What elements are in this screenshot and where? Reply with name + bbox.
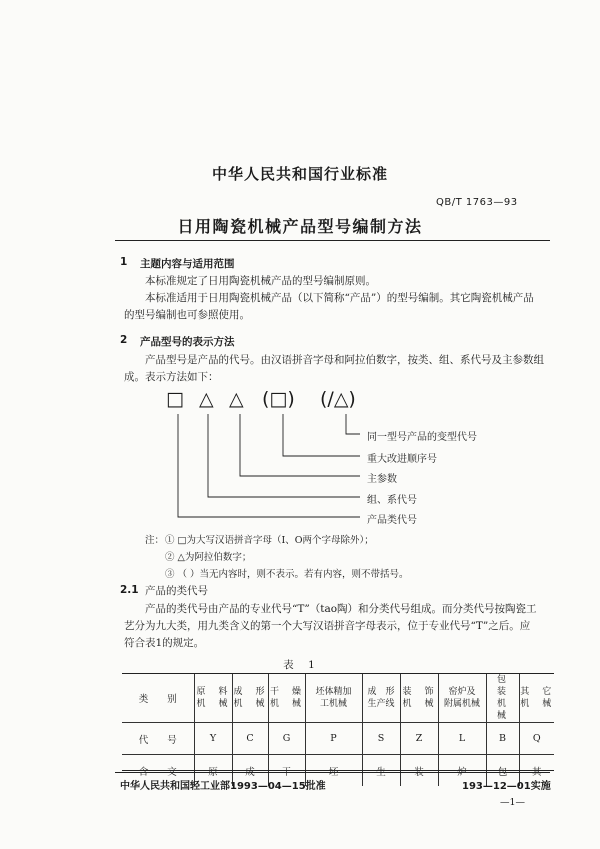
note-3: ③ （ ）当无内容时，则不表示。若有内容，则不带括号。 xyxy=(165,569,409,580)
approval-date: 中华人民共和国轻工业部1993—04—15批准 xyxy=(120,781,326,792)
label-improvement-number: 重大改进顺序号 xyxy=(367,454,437,465)
section-1-number: 1 xyxy=(120,256,128,268)
symbol-group-code: △ xyxy=(199,388,214,410)
section-2-para-1b: 成。表示方法如下： xyxy=(124,371,219,383)
code-cell: B xyxy=(486,723,519,755)
section-2-heading: 产品型号的表示方法 xyxy=(140,336,235,348)
header-cell-green-body: 坯体精加 工机械 xyxy=(305,674,362,723)
label-main-parameter: 主参数 xyxy=(367,474,397,485)
table-1-caption: 表 1 xyxy=(283,659,317,671)
label-class-code: 产品类代号 xyxy=(367,515,417,526)
issuing-body: 中华人民共和国行业标准 xyxy=(211,165,388,183)
header-cell-packaging: 包 装 机 械 xyxy=(486,674,519,723)
header-cell-forming-line: 成 形 生产线 xyxy=(362,674,400,723)
page-number: —1— xyxy=(500,797,526,808)
header-cell-other: 其 它 机 械 xyxy=(519,674,554,723)
section-2-para-1a: 产品型号是产品的代号。由汉语拼音字母和阿拉伯数字，按类、组、系代号及主参数组 xyxy=(145,354,544,366)
symbol-improvement-number: (□) xyxy=(262,388,295,410)
section-2-1-heading: 产品的类代号 xyxy=(145,585,208,597)
section-1-para-1: 本标准规定了日用陶瓷机械产品的型号编制原则。 xyxy=(145,275,376,287)
implementation-date: 193—12—01实施 xyxy=(462,781,551,792)
table-row-code xyxy=(122,723,554,755)
header-cell-raw-material: 原 料 机 械 xyxy=(194,674,232,723)
code-cell: L xyxy=(438,723,486,755)
label-variant-code: 同一型号产品的变型代号 xyxy=(367,432,477,443)
header-cell-drying: 干 燥 机 械 xyxy=(268,674,305,723)
table-row-class xyxy=(122,674,554,723)
header-cell-kiln: 窑炉及 附属机械 xyxy=(438,674,486,723)
row-label-class: 类 别 xyxy=(122,674,194,723)
symbol-class-code: □ xyxy=(166,388,184,410)
note-1: ① □为大写汉语拼音字母（I、O两个字母除外）； xyxy=(165,535,374,546)
header-cell-decoration: 装 饰 机 械 xyxy=(400,674,438,723)
row-label-code: 代 号 xyxy=(122,723,194,755)
code-cell: G xyxy=(268,723,305,755)
section-2-1-number: 2.1 xyxy=(120,584,139,596)
section-2-1-para-1b: 艺分为九大类，用九类含义的第一个大写汉语拼音字母表示，位于专业代号“T”之后。应 xyxy=(124,620,531,632)
section-2-1-para-1a: 产品的类代号由产品的专业代号“T”（tao陶）和分类代号组成。而分类代号按陶瓷工 xyxy=(145,603,537,615)
symbol-main-parameter: △ xyxy=(229,388,244,410)
code-cell: S xyxy=(362,723,400,755)
section-1-heading: 主题内容与适用范围 xyxy=(140,258,235,270)
standard-code: QB/T 1763—93 xyxy=(436,197,518,208)
section-2-1-para-1c: 符合表1的规定。 xyxy=(124,637,205,649)
symbol-variant-code: (/△) xyxy=(320,388,356,410)
label-group-code: 组、系代号 xyxy=(367,495,417,506)
footer-rule xyxy=(115,772,550,773)
note-2: ② △为阿拉伯数字； xyxy=(165,552,252,563)
code-cell: Q xyxy=(519,723,554,755)
section-2-number: 2 xyxy=(120,334,128,346)
document-title: 日用陶瓷机械产品型号编制方法 xyxy=(177,217,423,236)
code-cell: Y xyxy=(194,723,232,755)
header-cell-forming: 成 形 机 械 xyxy=(232,674,268,723)
section-1-para-2b: 的型号编制也可参照使用。 xyxy=(124,309,250,321)
section-1-para-2a: 本标准适用于日用陶瓷机械产品（以下简称“产品”）的型号编制。其它陶瓷机械产品 xyxy=(145,292,534,304)
code-cell: Z xyxy=(400,723,438,755)
code-cell: P xyxy=(305,723,362,755)
notes-label: 注： xyxy=(145,535,165,546)
code-cell: C xyxy=(232,723,268,755)
